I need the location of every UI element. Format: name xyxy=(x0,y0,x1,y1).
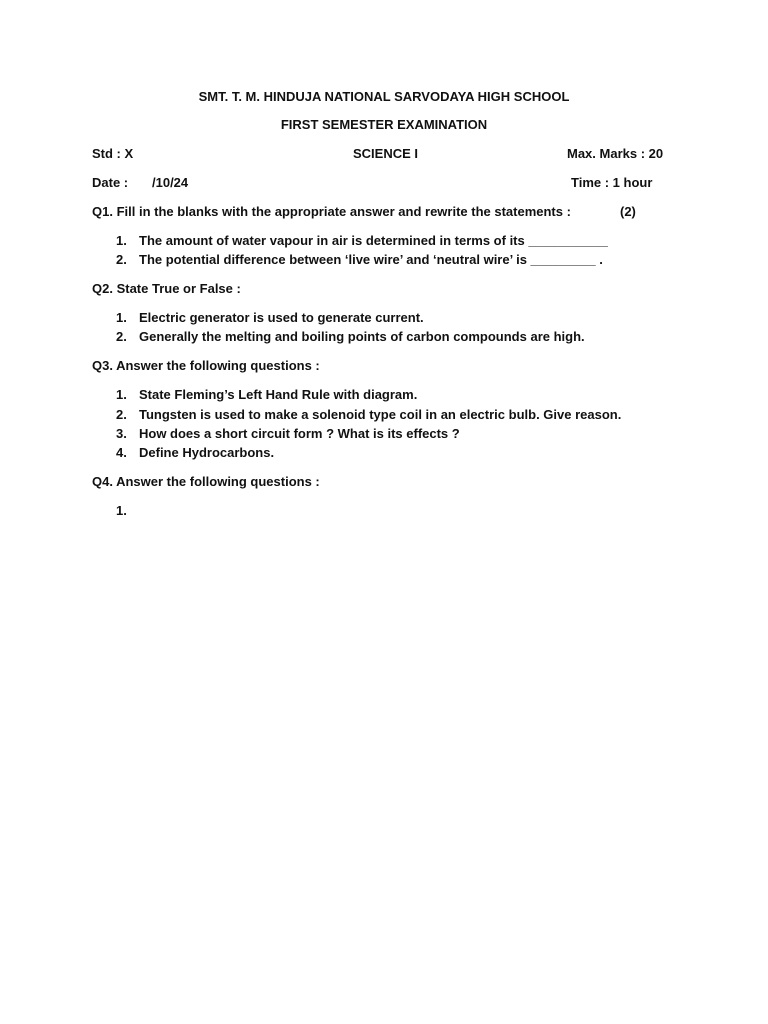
q3-item-1-number: 1. xyxy=(116,387,127,402)
q1-title: Q1. Fill in the blanks with the appropriate answer and rewrite the statements : xyxy=(92,204,571,219)
date-label: Date : xyxy=(92,175,129,190)
q2-item-2-text: Generally the melting and boiling points of carbon compounds are high. xyxy=(139,329,585,344)
exam-title: FIRST SEMESTER EXAMINATION xyxy=(280,117,488,132)
q3-item-3-number: 3. xyxy=(116,426,127,441)
q4-item-1-number: 1. xyxy=(116,503,127,518)
q3-item-1-text: State Fleming’s Left Hand Rule with diagram. xyxy=(139,387,418,402)
q3-title: Q3. Answer the following questions : xyxy=(92,358,320,373)
q1-item-2-text: The potential difference between ‘live wire’ and ‘neutral wire’ is _________ . xyxy=(139,252,603,267)
q3-item-3-text: How does a short circuit form ? What is its effects ? xyxy=(139,426,460,441)
school-name: SMT. T. M. HINDUJA NATIONAL SARVODAYA HIGH SCHOOL xyxy=(198,89,570,104)
q1-item-2-number: 2. xyxy=(116,252,127,267)
subject-label: SCIENCE I xyxy=(353,146,419,161)
q1-marks: (2) xyxy=(620,204,636,219)
q2-item-1-number: 1. xyxy=(116,310,127,325)
q2-title: Q2. State True or False : xyxy=(92,281,241,296)
q4-title: Q4. Answer the following questions : xyxy=(92,474,320,489)
date-value: /10/24 xyxy=(152,175,189,190)
q3-item-2-number: 2. xyxy=(116,407,127,422)
q3-item-4-number: 4. xyxy=(116,445,127,460)
time-label: Time : 1 hour xyxy=(571,175,653,190)
std-label: Std : X xyxy=(92,146,134,161)
q3-item-2-text: Tungsten is used to make a solenoid type coil in an electric bulb. Give reason. xyxy=(139,407,622,422)
q1-item-1-text: The amount of water vapour in air is determined in terms of its ___________ xyxy=(139,233,608,248)
q2-item-2-number: 2. xyxy=(116,329,127,344)
q1-item-1-number: 1. xyxy=(116,233,127,248)
q2-item-1-text: Electric generator is used to generate current. xyxy=(139,310,424,325)
max-marks-label: Max. Marks : 20 xyxy=(567,146,664,161)
q3-item-4-text: Define Hydrocarbons. xyxy=(139,445,275,460)
